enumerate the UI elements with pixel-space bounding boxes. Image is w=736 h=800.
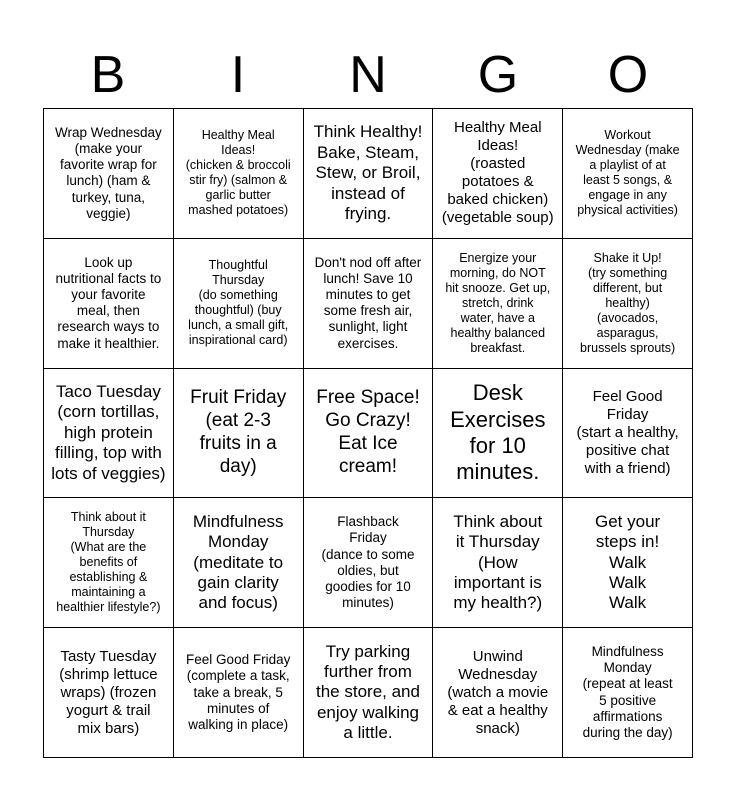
bingo-cell-r3c5[interactable]: Feel Good Friday (start a healthy, positive chat with a friend): [563, 369, 693, 499]
header-letter-n: N: [349, 46, 387, 104]
bingo-cell-r4c4[interactable]: Think about it Thursday (How important is my health?): [433, 498, 563, 628]
bingo-cell-r5c2[interactable]: Feel Good Friday (complete a task, take a break, 5 minutes of walking in place): [174, 628, 304, 758]
bingo-cell-r2c3[interactable]: Don't nod off after lunch! Save 10 minutes to get some fresh air, sunlight, light exercises.: [304, 239, 434, 369]
bingo-cell-r4c3[interactable]: Flashback Friday (dance to some oldies, but goodies for 10 minutes): [304, 498, 434, 628]
bingo-cell-r4c5[interactable]: Get your steps in! Walk Walk Walk: [563, 498, 693, 628]
bingo-header: [43, 44, 693, 106]
bingo-cell-r1c1[interactable]: Wrap Wednesday (make your favorite wrap for lunch) (ham & turkey, tuna, veggie): [44, 109, 174, 239]
bingo-card-grid: [43, 108, 693, 758]
bingo-cell-r5c5[interactable]: Mindfulness Monday (repeat at least 5 positive affirmations during the day): [563, 628, 693, 758]
bingo-cell-r2c5[interactable]: Shake it Up! (try something different, but healthy) (avocados, asparagus, brussels sprouts): [563, 239, 693, 369]
header-letter-b: B: [90, 46, 126, 104]
bingo-cell-r3c2[interactable]: Fruit Friday (eat 2-3 fruits in a day): [174, 369, 304, 499]
header-letter-o: O: [607, 46, 649, 104]
bingo-cell-r5c1[interactable]: Tasty Tuesday (shrimp lettuce wraps) (frozen yogurt & trail mix bars): [44, 628, 174, 758]
bingo-cell-r5c4[interactable]: Unwind Wednesday (watch a movie & eat a healthy snack): [433, 628, 563, 758]
bingo-cell-r5c3[interactable]: Try parking further from the store, and enjoy walking a little.: [304, 628, 434, 758]
bingo-cell-r3c3[interactable]: Free Space! Go Crazy! Eat Ice cream!: [304, 369, 434, 499]
bingo-cell-r2c2[interactable]: Thoughtful Thursday (do something thoughtful) (buy lunch, a small gift, inspirational card): [174, 239, 304, 369]
header-letter-i: I: [230, 46, 246, 104]
bingo-cell-r3c4[interactable]: Desk Exercises for 10 minutes.: [433, 369, 563, 499]
bingo-cell-r1c5[interactable]: Workout Wednesday (make a playlist of at least 5 songs, & engage in any physical activities): [563, 109, 693, 239]
bingo-cell-r1c4[interactable]: Healthy Meal Ideas! (roasted potatoes & baked chicken) (vegetable soup): [433, 109, 563, 239]
bingo-cell-r1c2[interactable]: Healthy Meal Ideas! (chicken & broccoli stir fry) (salmon & garlic butter mashed potatoes): [174, 109, 304, 239]
bingo-cell-r3c1[interactable]: Taco Tuesday (corn tortillas, high protein filling, top with lots of veggies): [44, 369, 174, 499]
header-letter-g: G: [477, 46, 519, 104]
bingo-cell-r1c3[interactable]: Think Healthy! Bake, Steam, Stew, or Broil, instead of frying.: [304, 109, 434, 239]
bingo-cell-r4c2[interactable]: Mindfulness Monday (meditate to gain clarity and focus): [174, 498, 304, 628]
bingo-cell-r4c1[interactable]: Think about it Thursday (What are the benefits of establishing & maintaining a healthier lifestyle?): [44, 498, 174, 628]
bingo-cell-r2c1[interactable]: Look up nutritional facts to your favorite meal, then research ways to make it healthier.: [44, 239, 174, 369]
bingo-cell-r2c4[interactable]: Energize your morning, do NOT hit snooze. Get up, stretch, drink water, have a healthy balanced breakfast.: [433, 239, 563, 369]
